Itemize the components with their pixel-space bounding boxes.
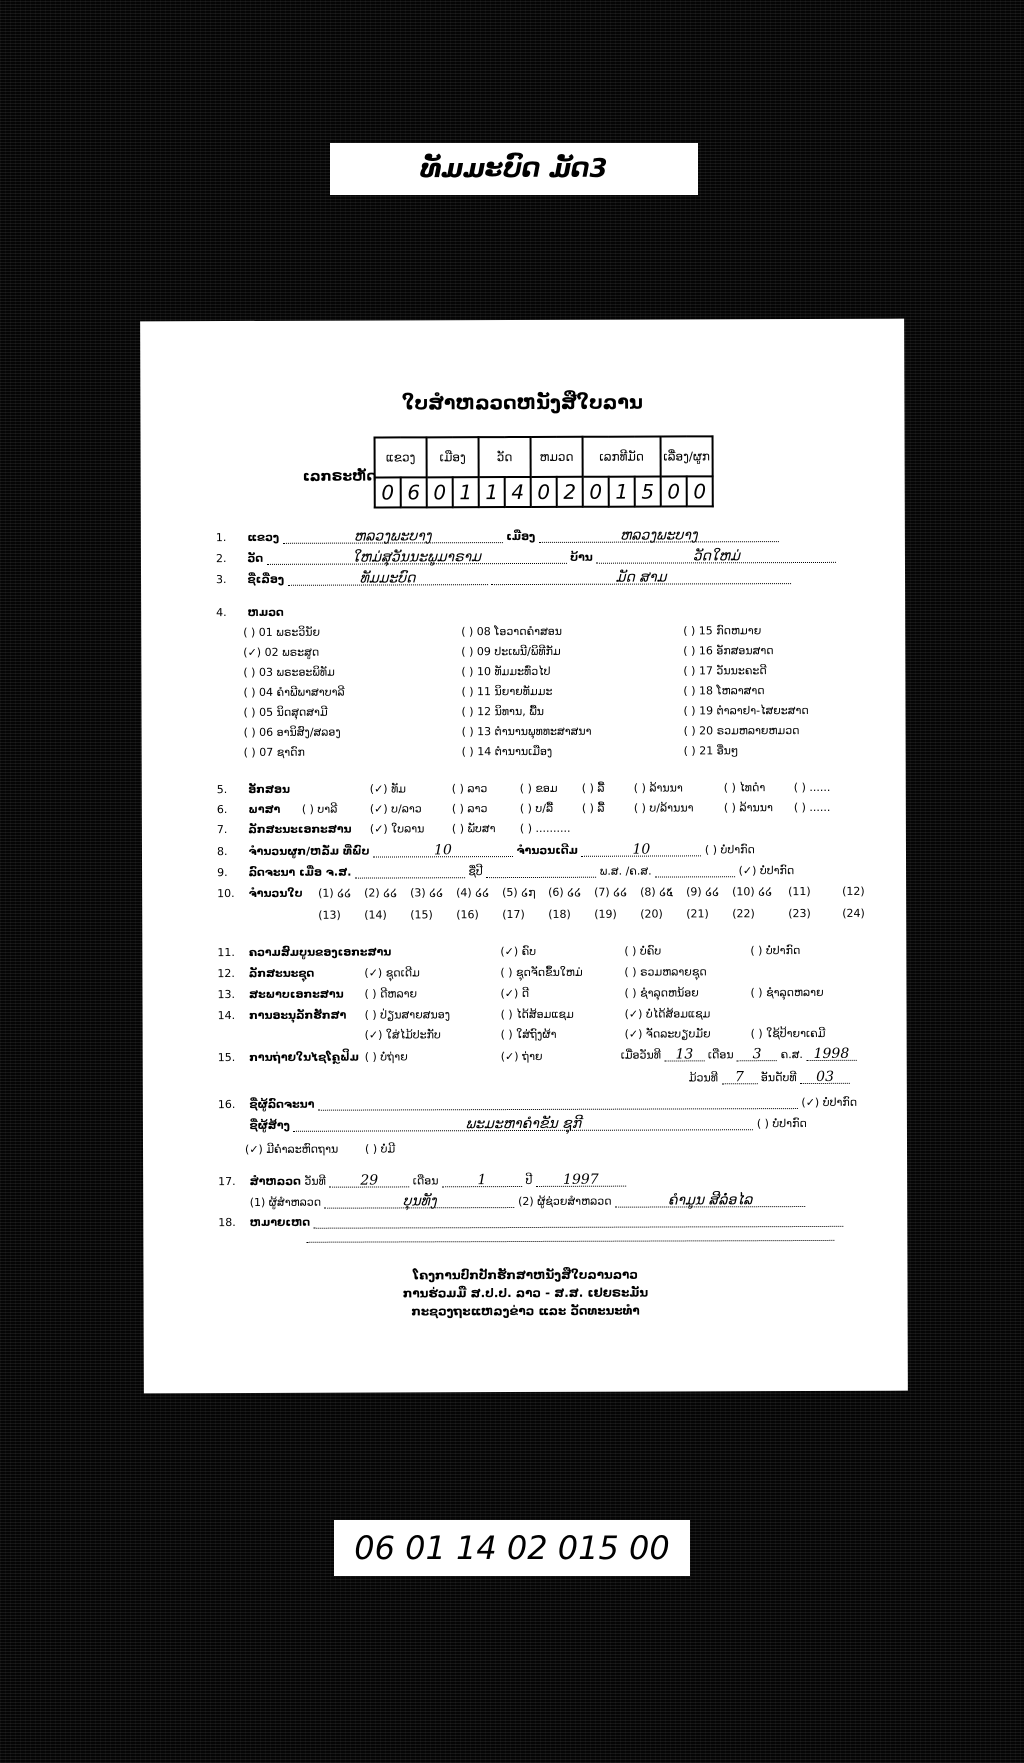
leaf-count: (13) xyxy=(318,908,341,922)
leaf-count: (5) ໒໗ xyxy=(502,885,536,900)
title-value-2: ມັດ ສາມ xyxy=(491,569,791,585)
leaf-count: (22) xyxy=(732,907,755,921)
field-category: 4. ຫມວດ xyxy=(216,605,284,620)
microfilm-option: (✓) ຖ່າຍ xyxy=(500,1049,543,1064)
leaf-count: (6) ໒໒ xyxy=(548,885,582,899)
code-header-category: ຫມວດ xyxy=(531,437,583,477)
completeness-option: (✓) ຄົບ xyxy=(500,944,537,959)
leaf-count: (17) xyxy=(502,907,525,922)
script-option: ( ) ຂອມ xyxy=(519,781,558,796)
field-title: 3. ຊື່ເລື່ອງ ທັມມະບົດ ມັດ ສາມ xyxy=(216,569,791,586)
completeness-option: ( ) ບໍ່ຄົບ xyxy=(624,944,662,958)
field-author: 16. ຊື່ຜູ້ລົດຈະນາ (✓) ບໍ່ປາກົດ xyxy=(217,1095,858,1112)
code-digit: 1 xyxy=(479,477,505,507)
field-sponsor: ຊື່ຜູ້ສ້າງ ພະມະຫາຄຳຂັນ ຊຸກີ ( ) ບໍ່ປາກົດ xyxy=(249,1115,807,1133)
code-header-bundle: ເລກທີມັດ xyxy=(583,437,661,477)
leaf-count: (15) xyxy=(410,908,433,922)
conservation-option: (✓) ບໍ່ໄດ້ສ້ອມແຊມ xyxy=(624,1007,711,1021)
category-option: ( ) 13 ຕຳນານພຸທທະສາສນາ xyxy=(461,724,592,739)
category-option: ( ) 10 ທັມມະທົ່ວໄປ xyxy=(461,664,551,679)
province-value: ຫລວງພະບາງ xyxy=(283,528,503,544)
material-option: ( ) .......... xyxy=(519,821,571,836)
code-digit: 2 xyxy=(557,477,583,507)
code-header-title: ເລື່ອງ/ຜູກ xyxy=(661,436,713,476)
script-option: ( ) ລ້ານນາ xyxy=(633,781,683,795)
language-option: ( ) ...... xyxy=(793,800,831,815)
field-language: 6. ພາສາ xyxy=(216,802,281,817)
colophon-option: (✓) ມີຄຳລະຫົດຖານ xyxy=(245,1142,339,1156)
leaf-count: (21) xyxy=(686,907,709,921)
code-digit: 0 xyxy=(375,477,401,507)
code-digit: 0 xyxy=(427,477,453,507)
leaf-count: (1) ໒໒ xyxy=(318,886,352,900)
category-option: ( ) 15 ກົດຫມາຍ xyxy=(683,624,762,638)
code-digit: 0 xyxy=(661,476,687,506)
conservation-option: ( ) ປ່ຽນສາຍສນອງ xyxy=(364,1008,451,1022)
leaf-count: (16) xyxy=(456,908,479,922)
field-condition: 13. ສະພາບເອກະສານ xyxy=(217,987,344,1002)
leaf-count: (7) ໒໒ xyxy=(594,885,628,899)
leaf-count: (18) xyxy=(548,907,571,921)
leaf-count: (24) xyxy=(842,906,865,920)
leaf-count: (14) xyxy=(364,908,387,922)
category-option: ( ) 01 ພຣະວິນັຍ xyxy=(243,625,321,639)
language-option: ( ) ລ້ານນາ xyxy=(723,801,773,815)
colophon-option: ( ) ບໍ່ມີ xyxy=(364,1142,396,1156)
condition-option: (✓) ດີ xyxy=(500,986,530,1001)
set-type-option: (✓) ຊຸດເດີມ xyxy=(364,966,420,980)
leaf-count: (23) xyxy=(788,906,811,921)
temple-value: ໃຫມ່ສຸວັນນະພູມາຣາມ xyxy=(267,549,567,565)
category-option: ( ) 03 ພຣະອະພິທັມ xyxy=(243,665,335,679)
form-title: ໃບສຳຫລວດຫນັງສືໃບລານ xyxy=(401,391,643,415)
category-option: (✓) 02 ພຣະສູດ xyxy=(243,645,320,659)
language-option: ( ) ລື້ xyxy=(581,801,605,815)
code-digit: 1 xyxy=(453,477,479,507)
condition-option: ( ) ຊຳລຸດຫນ້ອຍ xyxy=(624,986,699,1000)
language-option: (✓) ບ/ລາວ xyxy=(369,802,422,816)
code-header-district: ເມືອງ xyxy=(427,437,479,477)
field-conservation: 14. ການອະນຸລັກຮັກສາ xyxy=(217,1008,347,1023)
category-option: ( ) 17 ວັນນະຄະດີ xyxy=(683,664,767,678)
conservation-option: ( ) ໃຊ້ປ້າຍາເຄມີ xyxy=(750,1026,826,1041)
category-option: ( ) 11 ນິຍາຍທັມມະ xyxy=(461,684,553,699)
category-option: ( ) 19 ຕຳລາຢາ-ໄສຍະສາດ xyxy=(683,704,809,718)
leaf-count: (20) xyxy=(640,907,663,921)
code-digit: 4 xyxy=(505,477,531,507)
field-province: 1. ແຂວງ ຫລວງພະບາງ ເມືອງ ຫລວງພະບາງ xyxy=(216,527,779,544)
leaf-count: (11) xyxy=(788,884,811,899)
assistant-name: ຄຳມູນ ສີລໍ່ອໄລ xyxy=(615,1192,805,1208)
category-option: ( ) 12 ນິທານ, ພື້ນ xyxy=(461,704,545,719)
category-option: ( ) 20 ຣວມຫລາຍຫມວດ xyxy=(683,724,800,738)
language-option: ( ) ບ/ລື້ xyxy=(519,801,554,816)
field-count: 8. ຈຳນວນຜູກ/ຫລັ່ມ ທີ່ພົບ 10 ຈຳນວນເດີມ 10 ( ) ບໍ່ປາກົດ xyxy=(216,841,755,859)
code-digit: 6 xyxy=(401,477,427,507)
category-option: ( ) 14 ຕຳນານເມືອງ xyxy=(461,744,553,759)
field-notes: 18. ຫມາຍເຫດ xyxy=(218,1212,843,1229)
category-option: ( ) 08 ໂອວາດຄຳສອນ xyxy=(461,624,563,639)
count-original: 10 xyxy=(581,841,701,856)
category-option: ( ) 21 ອື່ນໆ xyxy=(683,744,739,758)
code-digit: 0 xyxy=(531,477,557,507)
language-option: ( ) ບາລີ xyxy=(301,802,338,816)
completeness-option: ( ) ບໍ່ປາກົດ xyxy=(750,944,801,958)
bottom-label: 06 01 14 02 015 00 xyxy=(334,1520,690,1576)
microfilm-option: ( ) ບໍ່ຖ່າຍ xyxy=(364,1050,408,1064)
conservation-option: ( ) ໃສ່ຖົງຜ້າ xyxy=(500,1027,557,1042)
leaf-count: (19) xyxy=(594,907,617,921)
category-option: ( ) 04 ຄຳພີພາສາບາລີ xyxy=(243,685,345,699)
microfilm-date: ເມື່ອວັນທີ 13 ເດືອນ 3 ຄ.ສ. 1998 xyxy=(621,1046,857,1062)
field-composed: 9. ລົດຈະນາ ເມື່ອ ຈ.ສ. ຊື່ປີ ພ.ສ. /ຄ.ສ. (✓) ບໍ່ປາກົດ xyxy=(217,864,795,880)
surveyor-name: ບຸນທັງ xyxy=(325,1193,515,1209)
code-digit: 0 xyxy=(687,476,713,506)
conservation-option: ( ) ໄດ້ສ້ອມແຊມ xyxy=(500,1007,574,1022)
microfilm-roll: ມ້ວນທີ 7 ອັນດັບທີ 03 xyxy=(689,1069,850,1085)
leaf-count: (10) ໒໒ xyxy=(732,885,773,899)
code-header-province: ແຂວງ xyxy=(375,437,427,477)
code-digit: 1 xyxy=(609,477,635,507)
field-survey-date: 17. ສຳຫລວດ ວັນທີ 29 ເດືອນ 1 ປີ 1997 xyxy=(218,1172,626,1188)
leaf-count: (8) ໒໕ xyxy=(640,885,674,899)
count-found: 10 xyxy=(373,842,513,857)
category-option: ( ) 09 ປະເພນີ/ພິທີກັມ xyxy=(461,644,561,659)
script-option: ( ) ລື້ xyxy=(581,781,605,795)
leaf-count: (3) ໒໒ xyxy=(410,886,444,900)
language-option: ( ) ລາວ xyxy=(451,802,488,816)
field-script: 5. ອັກສອນ xyxy=(216,782,291,797)
script-option: (✓) ທັມ xyxy=(369,782,407,796)
script-option: ( ) ...... xyxy=(793,780,831,795)
leaf-count: (4) ໒໒ xyxy=(456,886,490,900)
code-table xyxy=(374,435,714,508)
category-option: ( ) 07 ຊາດົກ xyxy=(243,745,305,759)
material-option: (✓) ໃບລານ xyxy=(369,822,425,836)
script-option: ( ) ລາວ xyxy=(451,782,488,796)
category-option: ( ) 06 ອານິສົງ/ສລອງ xyxy=(243,725,341,739)
field-set-type: 12. ລັກສະນະຊຸດ xyxy=(217,966,315,981)
code-digit: 5 xyxy=(635,477,661,507)
conservation-option: (✓) ໃສ່ໄມ້ປະກັບ xyxy=(364,1028,441,1042)
category-option: ( ) 16 ອັກສອນສາດ xyxy=(683,644,774,658)
leaf-count: (9) ໒໒ xyxy=(686,885,720,899)
field-leaves: 10. ຈຳນວນໃບ xyxy=(217,886,303,901)
category-option: ( ) 18 ໂຫລາສາດ xyxy=(683,684,765,698)
material-option: ( ) ພັບສາ xyxy=(451,822,496,836)
set-type-option: ( ) ຊຸດຈັດຂຶ້ນໃຫມ່ xyxy=(500,965,583,980)
top-label: ທັມມະບົດ ມັດ3 xyxy=(330,143,698,195)
script-option: ( ) ໄທດຳ xyxy=(723,781,766,795)
code-digit: 0 xyxy=(583,477,609,507)
language-option: ( ) ບ/ລ້ານນາ xyxy=(633,801,694,815)
set-type-option: ( ) ຣວມຫລາຍຊຸດ xyxy=(624,965,707,979)
field-completeness: 11. ຄວາມສົມບູນຂອງເອກະສານ xyxy=(217,945,392,960)
district-value: ຫລວງພະບາງ xyxy=(539,527,779,543)
field-material: 7. ລັກສະນະເອກະສານ xyxy=(216,822,352,837)
category-option: ( ) 05 ນິດສຸດສາມີ xyxy=(243,705,328,719)
survey-form-sheet xyxy=(140,319,908,1394)
leaf-count: (2) ໒໒ xyxy=(364,886,398,900)
field-surveyors: (1) ຜູ້ສຳຫລວດ ບຸນທັງ (2) ຜູ້ຊ່ວຍສຳຫລວດ ຄຳມູນ ສີລໍ່ອໄລ xyxy=(218,1192,805,1209)
field-microfilm: 15. ການຖ່າຍໃນໄຊໂຄຼຟິມ xyxy=(217,1050,359,1065)
title-value: ທັມມະບົດ xyxy=(288,570,488,586)
village-value: ວັດໃຫມ່ xyxy=(596,548,836,564)
condition-option: ( ) ຊຳລຸດຫລາຍ xyxy=(750,985,824,1000)
notes-line xyxy=(306,1239,834,1243)
sponsor-value: ພະມະຫາຄຳຂັນ ຊຸກີ xyxy=(293,1115,753,1132)
condition-option: ( ) ດີຫລາຍ xyxy=(364,987,418,1001)
code-header-temple: ວັດ xyxy=(479,437,531,477)
leaf-count: (12) xyxy=(842,884,865,898)
form-footer: ໂຄງການປົກປັກຮັກສາຫນັງສືໃບລານລາວ ການຮ່ວມມື ສ.ປ.ປ. ລາວ - ສ.ສ. ເຢຍຣະມັນ ກະຊວງຖະແຫລງຂ່າວ ແລະ ວັດທະນະທຳ xyxy=(402,1267,649,1319)
code-label: ເລກຣະຫັດ xyxy=(302,468,377,485)
field-temple: 2. ວັດ ໃຫມ່ສຸວັນນະພູມາຣາມ ບ້ານ ວັດໃຫມ່ xyxy=(216,548,836,565)
conservation-option: (✓) ຈັດລະບຽບມັຍ xyxy=(624,1027,711,1041)
